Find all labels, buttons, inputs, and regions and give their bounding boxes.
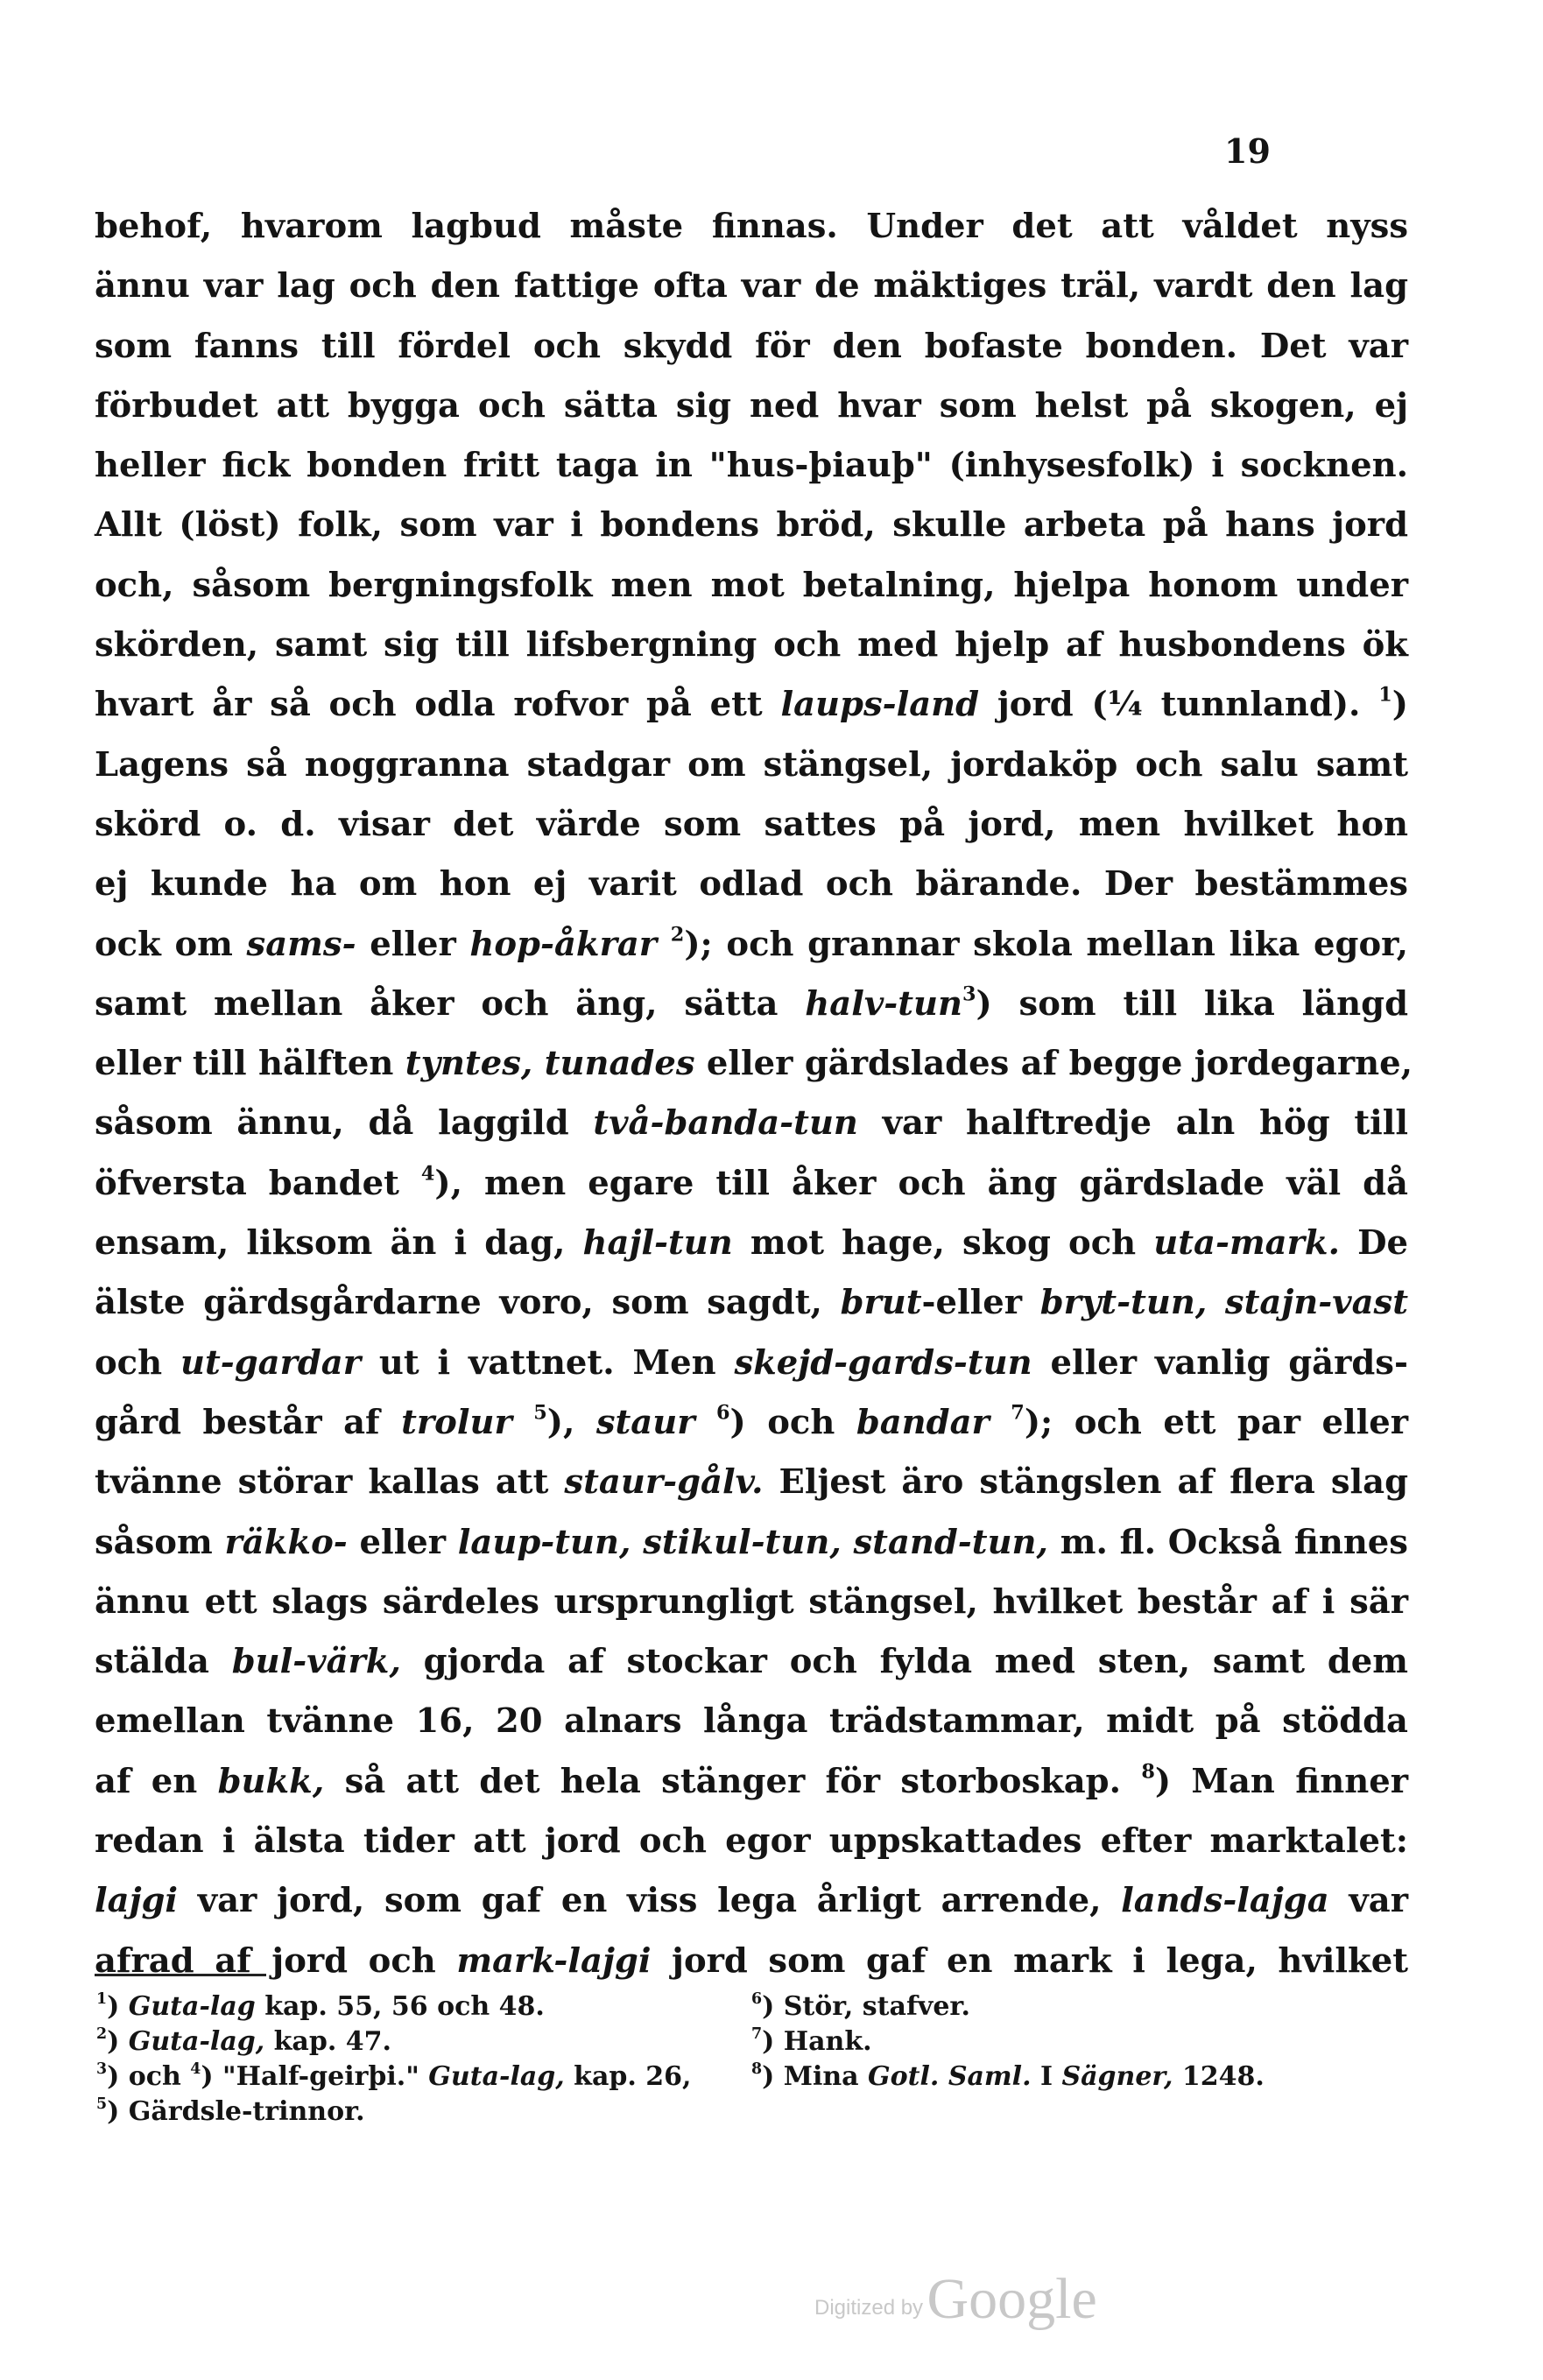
text-line: [95, 436, 1408, 496]
text-run: 1248.: [1173, 2061, 1265, 2092]
text-run: var: [1328, 1881, 1408, 1921]
text-run: af en: [95, 1761, 218, 1801]
footnote-line: [751, 2060, 1417, 2095]
italic-term: bandar: [856, 1402, 990, 1442]
footnote-line: [96, 2060, 709, 2095]
italic-term: två-banda-tun: [593, 1103, 858, 1144]
italic-term: staur: [595, 1402, 695, 1442]
text-run: ): [107, 1991, 129, 2022]
text-line: [95, 1812, 1408, 1871]
text-run: I: [1031, 2061, 1062, 2092]
text-run: ) som till lika längd: [976, 983, 1408, 1024]
italic-term: Guta-lag,: [428, 2061, 565, 2092]
text-run: tvänne störar kallas att: [95, 1462, 565, 1503]
italic-term: Sägner,: [1061, 2061, 1173, 2092]
footnote-marker: 6: [716, 1401, 730, 1425]
text-run: [657, 925, 671, 964]
italic-term: bryt-tun, stajn-vast: [1039, 1283, 1408, 1323]
text-run: ensam, liksom än i dag,: [95, 1223, 583, 1264]
text-run: ock om: [95, 924, 247, 964]
watermark-prefix: Digitized by: [814, 2296, 924, 2320]
footnote-marker: 4: [420, 1162, 435, 1186]
text-line: [95, 1334, 1408, 1393]
text-line: [95, 556, 1408, 616]
text-line: [95, 736, 1408, 795]
text-run: ej kunde ha om hon ej varit odlad och bärande. Der bestämmes: [95, 864, 1408, 905]
footnote-marker: 7: [751, 2024, 763, 2043]
text-run: såsom: [95, 1522, 225, 1562]
text-line: [95, 1692, 1408, 1751]
footnote-line: [751, 2024, 1417, 2060]
text-run: var jord, som gaf en viss lega årligt arrende,: [178, 1881, 1122, 1921]
italic-term: tyntes, tunades: [405, 1044, 695, 1084]
text-run: skörd o. d. visar det värde som sattes på jord, men hvilket hon: [95, 804, 1408, 844]
text-line: [95, 975, 1408, 1034]
watermark-brand: Google: [927, 2267, 1097, 2331]
text-run: ) Stör, stafver.: [762, 1991, 970, 2022]
text-line: [95, 1932, 1408, 1991]
text-run: ), men egare till åker och äng gärdslade väl då: [434, 1163, 1408, 1203]
italic-term: lajgi: [95, 1881, 179, 1921]
text-line: [95, 675, 1408, 735]
footnote-marker: 6: [751, 1989, 763, 2008]
footnote-marker: 5: [533, 1401, 547, 1425]
text-run: eller vanlig gärds-: [1032, 1342, 1408, 1383]
footnote-line: [751, 1989, 1417, 2024]
text-run: var halftredje aln hög till: [857, 1103, 1408, 1144]
text-run: [512, 1403, 533, 1442]
text-run: och: [95, 1342, 180, 1383]
text-line: [95, 1214, 1408, 1273]
text-line: [95, 795, 1408, 855]
text-run: ): [1392, 685, 1408, 725]
text-line: [95, 1871, 1408, 1931]
text-run: öfversta bandet: [95, 1163, 421, 1203]
text-line: [95, 1632, 1408, 1692]
text-run: ); och grannar skola mellan lika egor,: [684, 924, 1409, 964]
footnote-marker: 7: [1011, 1401, 1025, 1425]
text-line: [95, 1453, 1408, 1512]
italic-term: skejd-gards-tun: [734, 1342, 1032, 1383]
body-text: [95, 197, 1413, 1991]
footnotes-left: [96, 1989, 709, 2130]
italic-term: hajl-tun: [582, 1223, 733, 1264]
text-run: gjorda af stockar och fylda med sten, samt dem: [400, 1642, 1408, 1682]
text-run: ),: [546, 1402, 596, 1442]
footnote-marker: 8: [1141, 1759, 1155, 1783]
italic-term: halv-tun: [805, 983, 962, 1024]
text-run: ); och ett par eller: [1024, 1402, 1408, 1442]
text-run: hvart år så och odla rofvor på ett: [95, 685, 781, 725]
text-line: [95, 1393, 1408, 1453]
text-line: [95, 1094, 1408, 1153]
text-line: [95, 1154, 1408, 1214]
text-run: eller gärdslades af begge jordegarne,: [694, 1044, 1413, 1084]
italic-term: hop-åkrar: [469, 924, 658, 964]
text-run: Lagens så noggranna stadgar om stängsel, jordaköp och salu samt: [95, 744, 1408, 785]
italic-term: mark-lajgi: [456, 1940, 652, 1981]
text-run: och, såsom bergningsfolk men mot betalning, hjelpa honom under: [95, 565, 1408, 605]
italic-term: ut-gardar: [180, 1342, 362, 1383]
text-line: [95, 1752, 1408, 1812]
italic-term: laup-tun, stikul-tun, stand-tun,: [457, 1522, 1048, 1562]
italic-term: räkko-: [224, 1522, 348, 1562]
text-run: så att det hela stänger för storboskap.: [324, 1761, 1142, 1801]
text-run: ännu ett slags särdeles ursprungligt stängsel, hvilket består af i sär: [95, 1581, 1408, 1622]
text-run: Eljest äro stängslen af flera slag: [763, 1462, 1408, 1503]
text-run: [695, 1403, 716, 1442]
text-run: ) Mina: [762, 2061, 869, 2092]
text-run: förbudet att bygga och sätta sig ned hvar som helst på skogen, ej: [95, 385, 1408, 426]
text-run: redan i älsta tider att jord och egor uppskattades efter marktalet:: [95, 1821, 1408, 1862]
text-run: Allt (löst) folk, som var i bondens bröd, skulle arbeta på hans jord: [95, 505, 1408, 546]
digitized-watermark: [814, 2266, 1097, 2333]
italic-term: sams-: [246, 924, 356, 964]
text-run: stälda: [95, 1642, 232, 1682]
text-run: eller: [347, 1522, 458, 1562]
footnote-line: [96, 1989, 709, 2024]
text-run: kap. 47.: [264, 2026, 391, 2057]
text-line: [95, 1573, 1408, 1632]
text-line: [95, 915, 1408, 975]
footnote-marker: 1: [96, 1989, 108, 2008]
footnote-marker: 4: [190, 2060, 201, 2078]
footnote-marker: 3: [96, 2060, 108, 2078]
text-line: [95, 1513, 1408, 1573]
text-run: samt mellan åker och äng, sätta: [95, 983, 806, 1024]
italic-term: staur-gålv.: [564, 1462, 764, 1503]
text-run: ) "Half-geirþi.": [201, 2061, 429, 2092]
footnote-rule: [95, 1974, 266, 1976]
text-line: [95, 257, 1408, 316]
text-line: [95, 616, 1408, 675]
text-run: eller till hälften: [95, 1044, 405, 1084]
text-run: eller: [356, 924, 470, 964]
text-run: De: [1340, 1223, 1408, 1264]
footnote-marker: 5: [96, 2095, 108, 2113]
italic-term: lands-lajga: [1121, 1881, 1329, 1921]
text-line: [95, 496, 1408, 555]
text-run: m. fl. Också finnes: [1047, 1522, 1408, 1562]
italic-term: laups-land: [780, 685, 980, 725]
footnote-line: [96, 2024, 709, 2060]
text-run: jord (¼ tunnland).: [979, 685, 1379, 725]
text-run: skörden, samt sig till lifsbergning och med hjelp af husbondens ök: [95, 625, 1408, 665]
text-run: ) och: [729, 1402, 856, 1442]
text-run: [990, 1403, 1011, 1442]
text-run: ) Gärdsle-trinnor.: [107, 2096, 365, 2127]
italic-term: trolur: [401, 1402, 512, 1442]
italic-term: brut: [840, 1283, 922, 1323]
footnote-marker: 2: [670, 922, 685, 946]
italic-term: bukk,: [217, 1761, 325, 1801]
text-run: jord som gaf en mark i lega, hvilket: [651, 1940, 1408, 1981]
text-run: afrad af jord och: [95, 1940, 457, 1981]
footnotes-right: [751, 1989, 1417, 2095]
text-line: [95, 317, 1408, 377]
footnote-line: [96, 2095, 709, 2130]
text-run: ) Hank.: [762, 2026, 872, 2057]
footnote-marker: 3: [962, 982, 976, 1006]
text-run: emellan tvänne 16, 20 alnars långa trädstammar, midt på stödda: [95, 1701, 1408, 1742]
text-run: ) Man finner: [1154, 1761, 1408, 1801]
text-run: behof, hvarom lagbud måste finnas. Under det att våldet nyss: [95, 207, 1408, 246]
text-run: mot hage, skog och: [732, 1223, 1154, 1264]
text-line: [95, 855, 1408, 914]
text-run: heller fick bonden fritt taga in "hus-þiauþ" (inhysesfolk) i socknen.: [95, 446, 1408, 486]
text-run: kap. 26,: [564, 2061, 692, 2092]
footnote-marker: 2: [96, 2024, 108, 2043]
italic-term: uta-mark.: [1153, 1223, 1340, 1264]
footnote-marker: 8: [751, 2060, 763, 2078]
text-line: [95, 197, 1408, 257]
text-run: såsom ännu, då laggild: [95, 1103, 594, 1144]
text-line: [95, 377, 1408, 436]
italic-term: bul-värk,: [231, 1642, 401, 1682]
text-run: som fanns till fördel och skydd för den bofaste bonden. Det var: [95, 326, 1408, 366]
page-number: 19: [1224, 131, 1271, 171]
text-line: [95, 1273, 1408, 1333]
text-line: [95, 1034, 1413, 1094]
text-run: ) och: [107, 2061, 191, 2092]
text-run: kap. 55, 56 och 48.: [255, 1991, 545, 2022]
text-run: ): [107, 2026, 129, 2057]
italic-term: Guta-lag,: [128, 2026, 265, 2057]
text-run: gård består af: [95, 1402, 402, 1442]
text-run: älste gärdsgårdarne voro, som sagdt,: [95, 1283, 841, 1323]
text-run: -eller: [921, 1283, 1040, 1323]
footnote-marker: 1: [1378, 683, 1392, 707]
text-run: ännu var lag och den fattige ofta var de mäktiges träl, vardt den lag: [95, 266, 1408, 306]
italic-term: Gotl. Saml.: [868, 2061, 1032, 2092]
text-run: ut i vattnet. Men: [361, 1342, 735, 1383]
italic-term: Guta-lag: [128, 1991, 256, 2022]
